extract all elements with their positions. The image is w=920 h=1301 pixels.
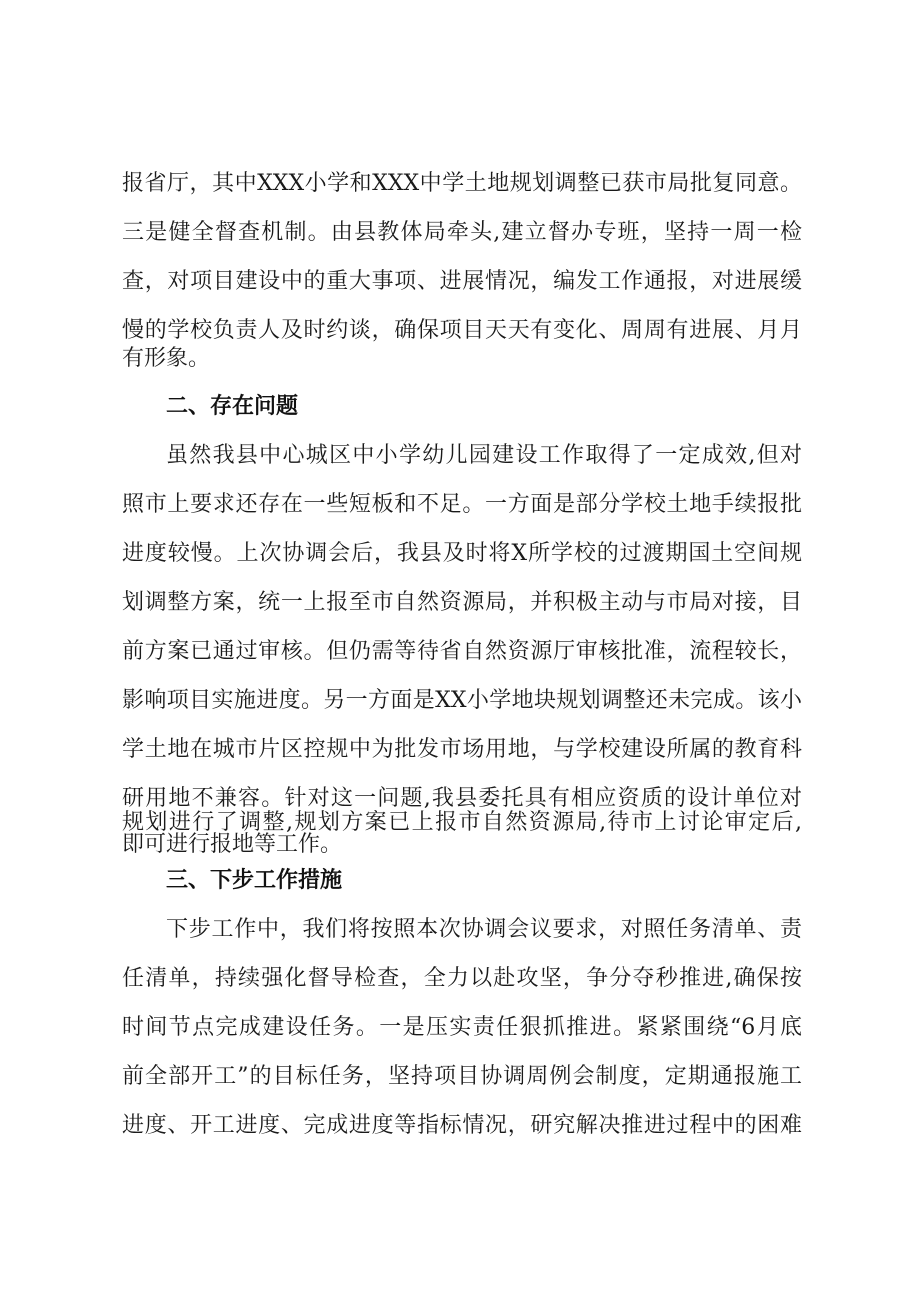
- paragraph-line: 研用地不兼容。针对这一问题,我县委托具有相应资质的设计单位对: [122, 786, 802, 811]
- paragraph-line: 学土地在城市片区控规中为批发市场用地，与学校建设所属的教育科: [122, 737, 802, 762]
- section-heading-next-steps: 三、下步工作措施: [166, 868, 343, 893]
- paragraph-line: 三是健全督查机制。由县教体局牵头,建立督办专班，坚持一周一检: [122, 220, 802, 245]
- paragraph-line: 时间节点完成建设任务。一是压实责任狠抓推进。紧紧围绕“6月底: [122, 1015, 802, 1040]
- paragraph-line: 进度较慢。上次协调会后，我县及时将X所学校的过渡期国土空间规: [122, 541, 802, 566]
- paragraph-line: 虽然我县中心城区中小学幼儿园建设工作取得了一定成效,但对: [166, 443, 802, 468]
- paragraph-line: 进度、开工进度、完成进度等指标情况，研究解决推进过程中的困难: [122, 1113, 802, 1138]
- paragraph-line: 慢的学校负责人及时约谈，确保项目天天有变化、周周有进展、月月: [122, 318, 802, 343]
- paragraph-line: 照市上要求还存在一些短板和不足。一方面是部分学校土地手续报批: [122, 492, 802, 517]
- paragraph-line: 任清单，持续强化督导检查，全力以赴攻坚，争分夺秒推进,确保按: [122, 966, 802, 991]
- paragraph-line: 下步工作中，我们将按照本次协调会议要求，对照任务清单、责: [166, 917, 802, 942]
- paragraph-line: 报省厅，其中XXX小学和XXX中学土地规划调整已获市局批复同意。: [122, 171, 802, 196]
- paragraph-line: 前全部开工”的目标任务，坚持项目协调周例会制度，定期通报施工: [122, 1064, 802, 1089]
- paragraph-line: 影响项目实施进度。另一方面是XX小学地块规划调整还未完成。该小: [122, 688, 802, 713]
- paragraph-line: 即可进行报地等工作。: [122, 832, 343, 857]
- paragraph-line: 查，对项目建设中的重大事项、进展情况，编发工作通报，对进展缓: [122, 269, 802, 294]
- paragraph-line: 有形象。: [122, 346, 211, 371]
- paragraph-line: 前方案已通过审核。但仍需等待省自然资源厅审核批准，流程较长，: [122, 639, 802, 664]
- paragraph-line: 规划进行了调整,规划方案已上报市自然资源局,待市上讨论审定后,: [122, 810, 802, 835]
- paragraph-line: 划调整方案，统一上报至市自然资源局，并积极主动与市局对接，目: [122, 590, 802, 615]
- section-heading-issues: 二、存在问题: [166, 394, 299, 419]
